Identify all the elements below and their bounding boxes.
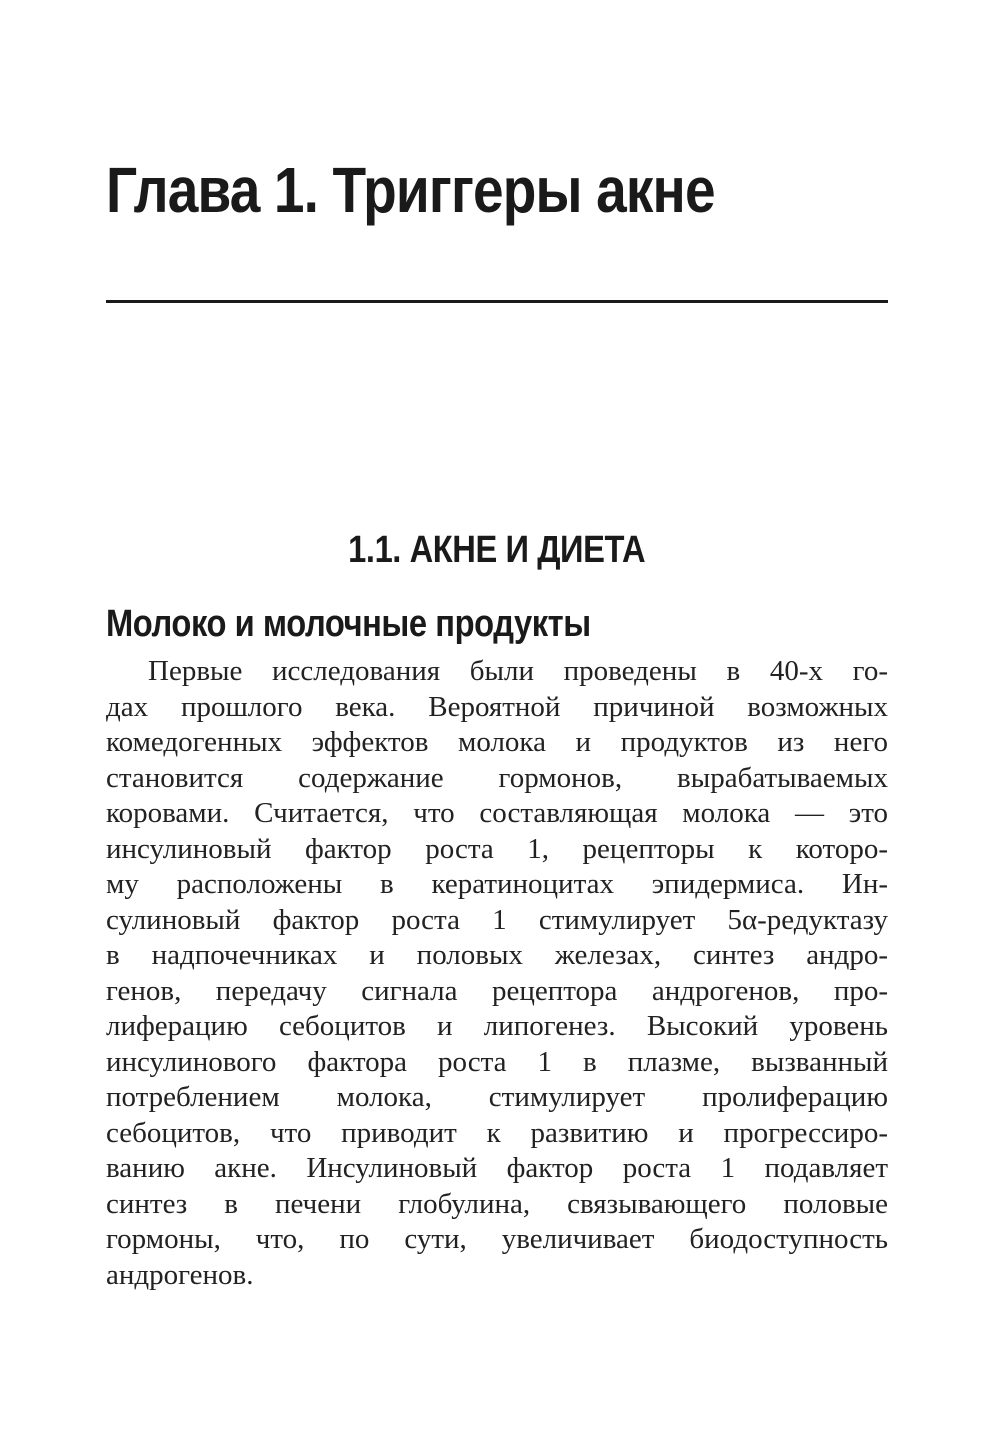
paragraph-line: гормоны, что, по сути, увеличивает биодоступность (106, 1223, 888, 1255)
paragraph-line: инсулиновый фактор роста 1, рецепторы к которо- (106, 832, 888, 865)
paragraph-line: Первые исследования были проведены в 40-х го- (148, 655, 888, 687)
paragraph-line: комедогенных эффектов молока и продуктов из него (106, 726, 888, 758)
paragraph-line: становится содержание гормонов, вырабатываемых (106, 761, 888, 794)
section-title (106, 522, 888, 578)
body-paragraph (106, 654, 888, 1293)
section-title-text: 1.1. АКНЕ И ДИЕТА (348, 529, 646, 571)
paragraph-line: потреблением молока, стимулирует пролиферацию (106, 1081, 888, 1113)
paragraph-line: ванию акне. Инсулиновый фактор роста 1 подавляет (106, 1152, 888, 1184)
paragraph-line: в надпочечниках и половых железах, синтез андро- (106, 939, 888, 971)
paragraph-line: себоцитов, что приводит к развитию и прогрессиро- (106, 1116, 888, 1149)
paragraph-line: дах прошлого века. Вероятной причиной возможных (106, 690, 888, 723)
paragraph-line: инсулинового фактора роста 1 в плазме, вызванный (106, 1045, 888, 1078)
paragraph-line: коровами. Считается, что составляющая молока — это (106, 797, 888, 829)
chapter-title: Глава 1. Триггеры акне (106, 154, 715, 226)
chapter-divider (106, 300, 888, 303)
paragraph-line: андрогенов. (106, 1258, 254, 1291)
subsection-title: Молоко и молочные продукты (106, 603, 591, 645)
paragraph-line: генов, передачу сигнала рецептора андрогенов, про- (106, 974, 888, 1007)
paragraph-line: лиферацию себоцитов и липогенез. Высокий уровень (106, 1010, 888, 1042)
paragraph-line: сулиновый фактор роста 1 стимулирует 5α-редуктазу (106, 903, 888, 936)
paragraph-line: му расположены в кератиноцитах эпидермиса. Ин- (106, 868, 888, 900)
paragraph-line: синтез в печени глобулина, связывающего половые (106, 1187, 888, 1220)
